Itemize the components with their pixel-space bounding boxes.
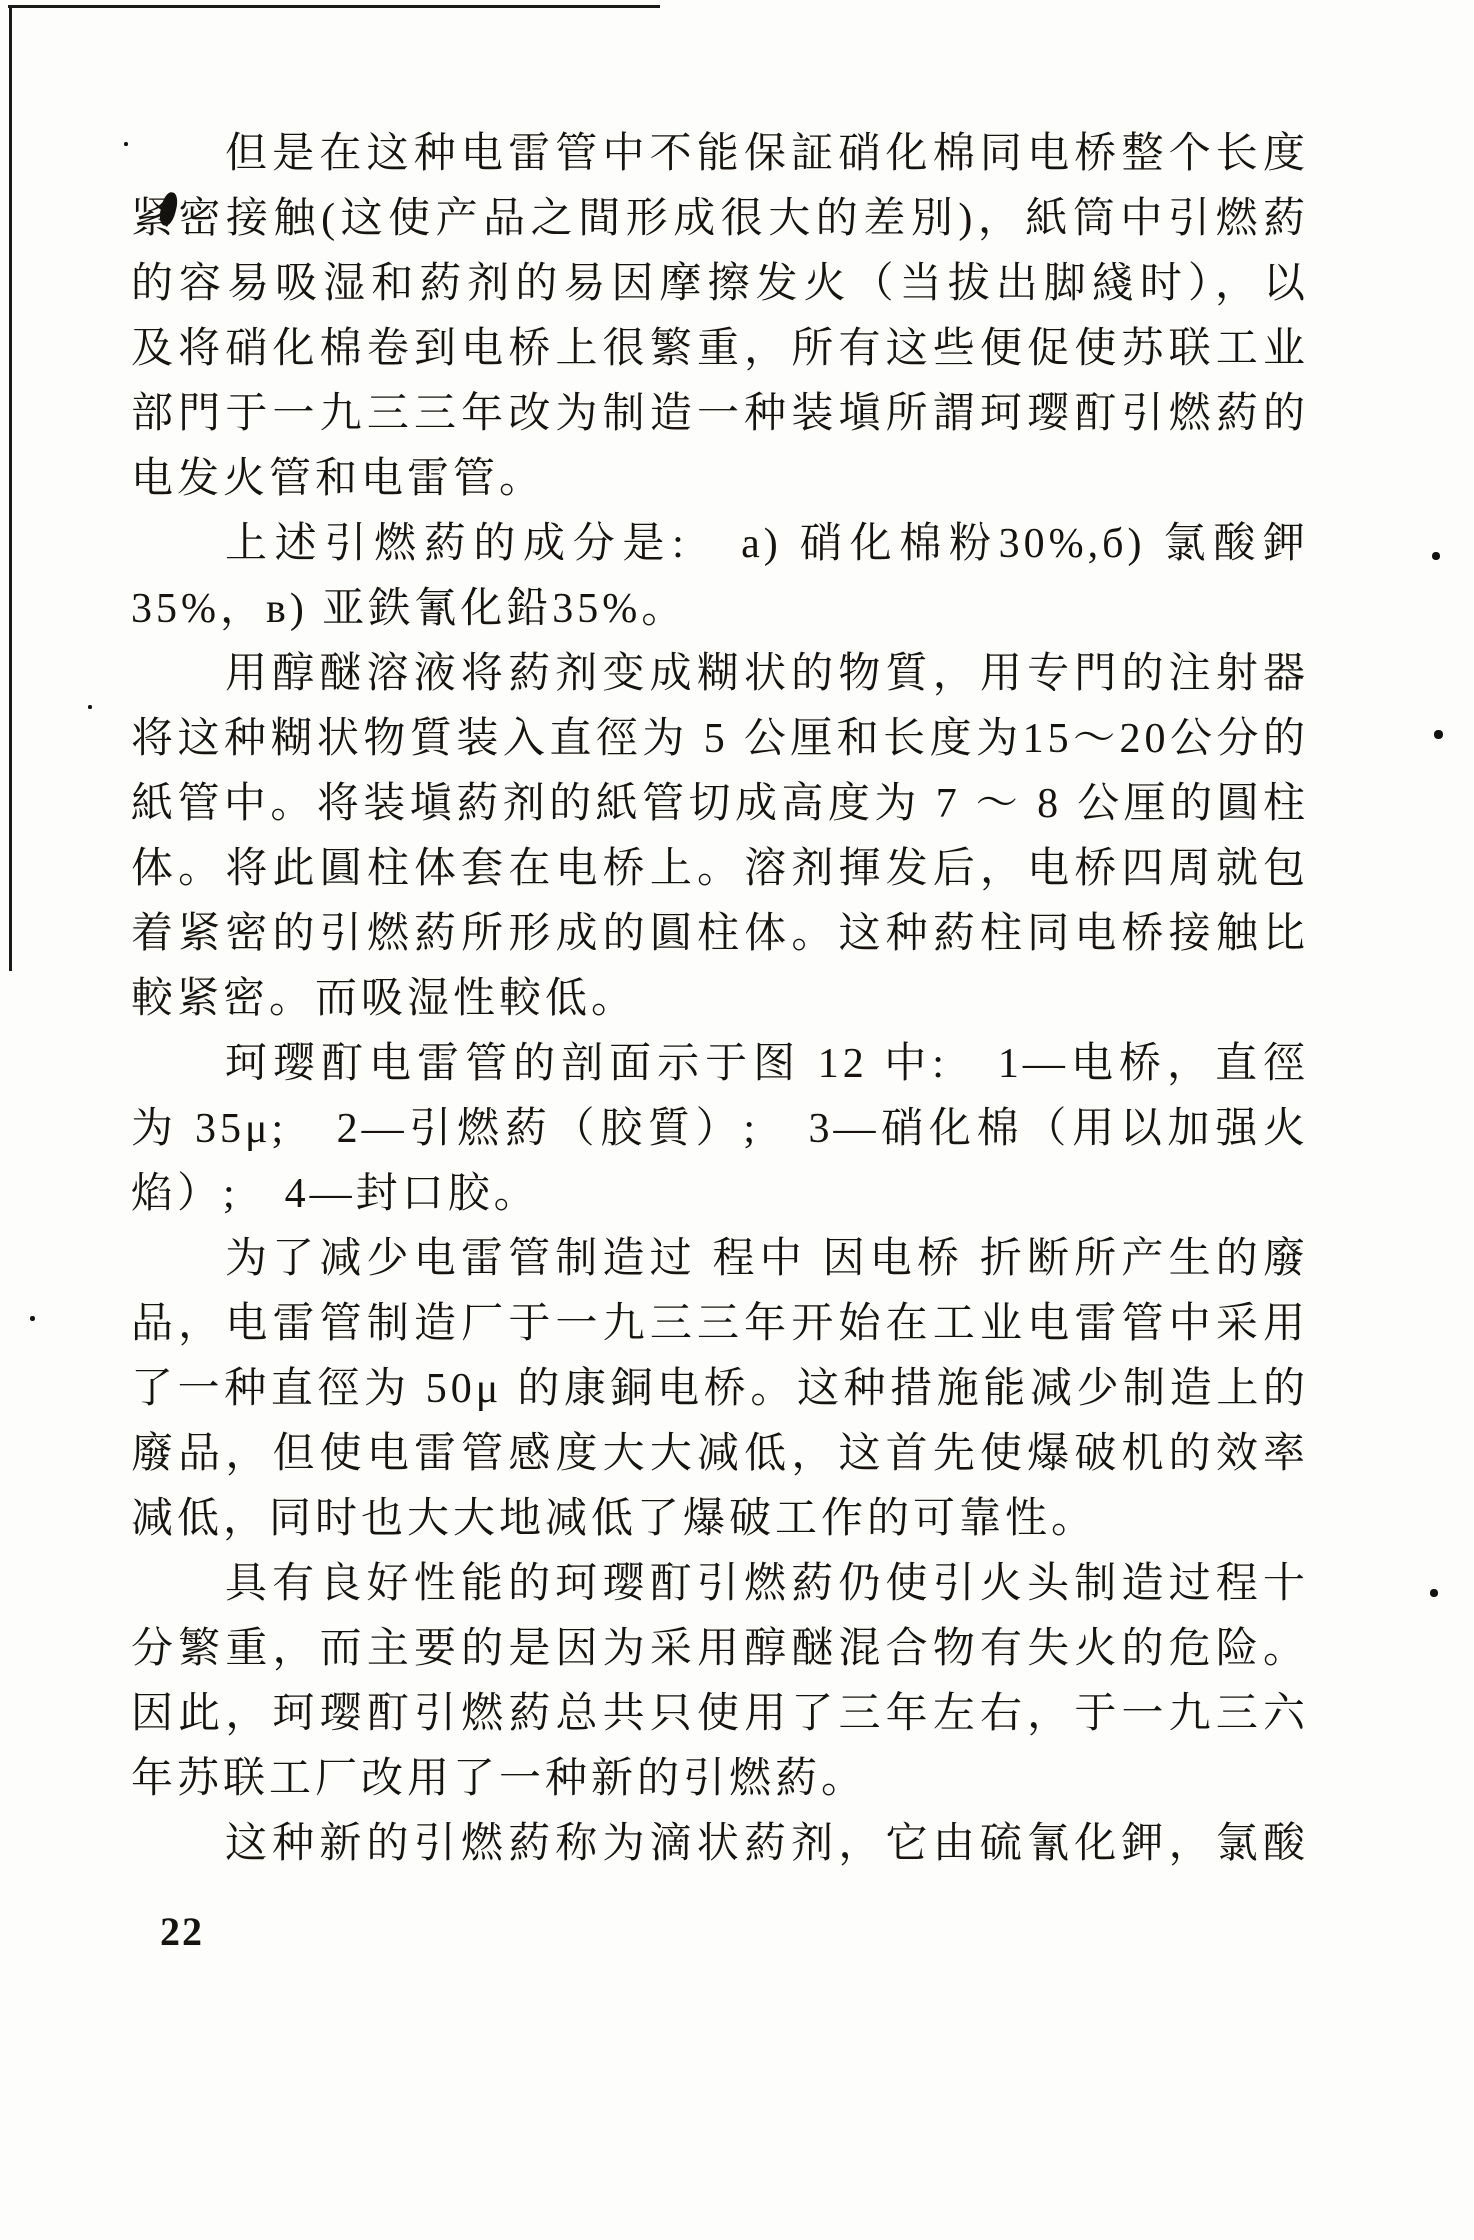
ink-speck — [1434, 730, 1443, 739]
text-line: 部門于一九三三年改为制造一种装塡所謂珂璎酊引燃葯的 — [131, 391, 1309, 437]
ink-speck — [1432, 552, 1440, 560]
text-line: 焰）; 4—封口胶。 — [131, 1171, 540, 1217]
text-line: 較紧密。而吸湿性較低。 — [131, 976, 638, 1022]
text-line: 这种新的引燃葯称为滴状葯剂，它由硫氰化鉀，氯酸 — [225, 1821, 1309, 1867]
text-line: 为 35μ; 2—引燃葯（胶質）; 3—硝化棉（用以加强火 — [131, 1106, 1309, 1152]
ink-speck — [30, 1316, 35, 1321]
ink-speck — [88, 705, 92, 709]
text-line: 用醇醚溶液将葯剂变成糊状的物質，用专門的注射器 — [225, 651, 1309, 697]
page-number: 22 — [160, 1909, 204, 1954]
text-line: 着紧密的引燃葯所形成的圓柱体。这种葯柱同电桥接触比 — [131, 911, 1309, 957]
text-line: 年苏联工厂改用了一种新的引燃葯。 — [131, 1756, 868, 1802]
text-line: 体。将此圓柱体套在电桥上。溶剂揮发后，电桥四周就包 — [131, 846, 1309, 892]
text-line: 电发火管和电雷管。 — [131, 456, 546, 502]
scan-border-left — [9, 5, 12, 971]
text-line: 的容易吸湿和葯剂的易因摩擦发火（当拔出脚綫时），以 — [131, 261, 1309, 307]
body-text — [131, 122, 1309, 1877]
text-line: 紧密接触(这使产品之間形成很大的差別)，紙筒中引燃葯 — [131, 196, 1309, 242]
ink-speck — [1430, 1589, 1438, 1597]
text-line: 了一种直徑为 50μ 的康銅电桥。这种措施能减少制造上的 — [131, 1366, 1309, 1412]
ink-speck — [124, 142, 128, 146]
text-line: 紙管中。将装塡葯剂的紙管切成高度为 7 ～ 8 公厘的圓柱 — [131, 781, 1309, 827]
text-line: 廢品，但使电雷管感度大大减低，这首先使爆破机的效率 — [131, 1431, 1309, 1477]
text-line: 但是在这种电雷管中不能保証硝化棉同电桥整个长度 — [225, 131, 1309, 177]
text-line: 具有良好性能的珂璎酊引燃葯仍使引火头制造过程十 — [225, 1561, 1309, 1607]
text-line: 35%，в) 亚鉄氰化鉛35%。 — [131, 586, 688, 632]
text-line: 将这种糊状物質装入直徑为 5 公厘和长度为15～20公分的 — [131, 716, 1309, 762]
text-line: 为了减少电雷管制造过 程中 因电桥 折断所产生的廢 — [225, 1236, 1309, 1282]
text-line: 品，电雷管制造厂于一九三三年开始在工业电雷管中采用 — [131, 1301, 1309, 1347]
text-line: 因此，珂璎酊引燃葯总共只使用了三年左右，于一九三六 — [131, 1691, 1309, 1737]
text-line: 及将硝化棉卷到电桥上很繁重，所有这些便促使苏联工业 — [131, 326, 1309, 372]
text-line: 减低，同时也大大地减低了爆破工作的可靠性。 — [131, 1496, 1098, 1542]
text-line: 珂璎酊电雷管的剖面示于图 12 中: 1—电桥，直徑 — [225, 1041, 1309, 1087]
scan-border-top — [8, 5, 660, 8]
text-line: 分繁重，而主要的是因为采用醇醚混合物有失火的危险。 — [131, 1626, 1309, 1672]
text-line: 上述引燃葯的成分是: a) 硝化棉粉30%,б) 氯酸鉀 — [225, 521, 1309, 567]
